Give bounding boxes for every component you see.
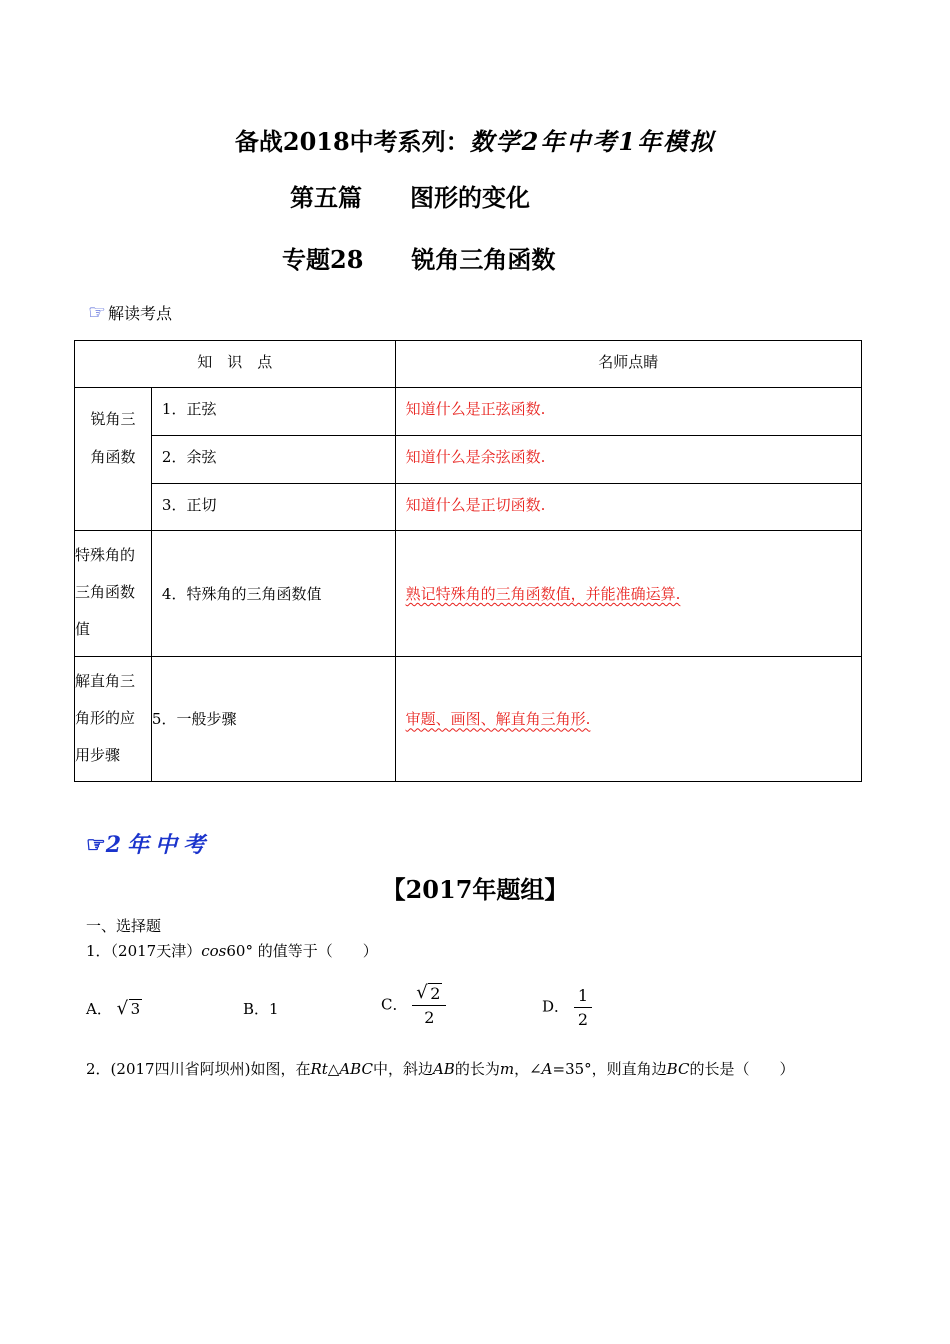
radicand: 2 xyxy=(430,984,441,1003)
question-text: 如图，在 xyxy=(250,1060,311,1078)
question-tail: 的值等于（ ） xyxy=(252,942,378,960)
sqrt-expression xyxy=(416,984,442,1003)
knowledge-point-table xyxy=(74,340,862,782)
title-suffix: 数学2年中考1年模拟 xyxy=(469,127,716,156)
topic-label: 专题28 xyxy=(282,245,364,274)
category-line: 角形的应 xyxy=(75,708,136,727)
tip-text: 熟记特殊角的三角函数值，并能准确运算. xyxy=(405,585,681,604)
tip-cell: 知道什么是余弦函数. xyxy=(395,436,861,484)
option-label: C． xyxy=(381,995,408,1014)
option-d xyxy=(542,986,592,1029)
question-source: （2017天津） xyxy=(110,942,202,960)
fraction-numerator: 1 xyxy=(574,986,592,1008)
triangle-symbol: △ xyxy=(327,1060,340,1078)
tip-text: 审题、画图、解直角三角形. xyxy=(405,710,591,729)
section-heading xyxy=(86,828,211,859)
radicand: 3 xyxy=(130,1000,141,1018)
topic-name: 锐角三角函数 xyxy=(411,245,556,274)
col-header-tips: 名师点睛 xyxy=(395,341,861,388)
point-cell: 2．余弦 xyxy=(151,436,395,484)
table-row xyxy=(75,388,862,436)
option-c xyxy=(381,984,446,1027)
math-var: Rt xyxy=(310,1060,328,1078)
pointing-hand-icon: ☞ xyxy=(88,300,106,324)
category-cell xyxy=(75,656,152,781)
math-var: BC xyxy=(666,1060,690,1078)
question-2 xyxy=(86,1058,794,1079)
table-row xyxy=(75,531,862,656)
tip-cell xyxy=(395,656,861,781)
math-var: ABC xyxy=(339,1060,373,1078)
question-text: 的长为 xyxy=(454,1060,500,1078)
pointing-hand-icon: ☞ xyxy=(86,832,106,858)
question-source: (2017四川省阿坝州) xyxy=(110,1060,251,1078)
question-number: 2． xyxy=(86,1060,111,1078)
math-fn: cos xyxy=(201,942,227,960)
fraction xyxy=(412,984,446,1027)
table-header-row xyxy=(75,341,862,388)
question-number: 1． xyxy=(86,942,111,960)
math-var: m xyxy=(499,1060,515,1078)
math-var: A xyxy=(541,1060,553,1078)
tip-cell: 知道什么是正切函数. xyxy=(395,484,861,531)
option-value: 1 xyxy=(269,1000,279,1018)
point-cell: 1．正弦 xyxy=(151,388,395,436)
section-type: 一、选择题 xyxy=(86,917,162,935)
category-line: 值 xyxy=(75,620,91,639)
part-title xyxy=(290,178,530,213)
question-text: ，∠ xyxy=(514,1060,542,1078)
category-line: 解直角三 xyxy=(75,671,136,690)
point-cell: 3．正切 xyxy=(151,484,395,531)
option-label: A． xyxy=(86,1000,112,1018)
question-1 xyxy=(86,940,378,961)
page-title xyxy=(0,122,950,157)
option-label: D． xyxy=(542,997,570,1016)
math-var: AB xyxy=(432,1060,455,1078)
section-heading-text: 2年中考 xyxy=(105,832,212,858)
topic-title xyxy=(282,240,555,275)
category-line: 用步骤 xyxy=(75,745,121,764)
fraction-denominator: 2 xyxy=(577,1010,588,1029)
option-label: B． xyxy=(243,1000,270,1018)
group-title: 【2017年题组】 xyxy=(381,875,569,904)
tip-cell: 知道什么是正弦函数. xyxy=(395,388,861,436)
reading-hint-label: 解读考点 xyxy=(107,304,172,323)
point-cell: 4．特殊角的三角函数值 xyxy=(151,531,395,656)
category-cell xyxy=(75,531,152,656)
title-prefix: 备战2018中考系列： xyxy=(234,127,470,156)
point-cell: 5．一般步骤 xyxy=(151,656,395,781)
category-cell xyxy=(75,388,152,531)
reading-hint xyxy=(88,300,172,324)
col-header-knowledge: 知 识 点 xyxy=(75,341,396,388)
category-line: 三角函数 xyxy=(75,583,136,602)
question-text: 的长是（ ） xyxy=(689,1060,795,1078)
table-row xyxy=(75,436,862,484)
math-arg: 60° xyxy=(226,942,253,960)
part-name: 图形的变化 xyxy=(410,183,530,212)
fraction xyxy=(574,986,592,1029)
table-row xyxy=(75,656,862,781)
question-text: =35°，则直角边 xyxy=(552,1060,667,1078)
fraction-denominator: 2 xyxy=(424,1008,435,1027)
option-a xyxy=(86,998,142,1019)
category-line: 角函数 xyxy=(90,448,136,467)
sqrt-expression xyxy=(117,1000,143,1018)
fraction-numerator xyxy=(412,984,446,1006)
table-row xyxy=(75,484,862,531)
category-line: 特殊角的 xyxy=(75,546,136,565)
part-label: 第五篇 xyxy=(290,183,362,212)
category-line: 锐角三 xyxy=(90,410,136,429)
tip-cell xyxy=(395,531,861,656)
option-b xyxy=(243,998,279,1019)
question-text: 中，斜边 xyxy=(372,1060,433,1078)
